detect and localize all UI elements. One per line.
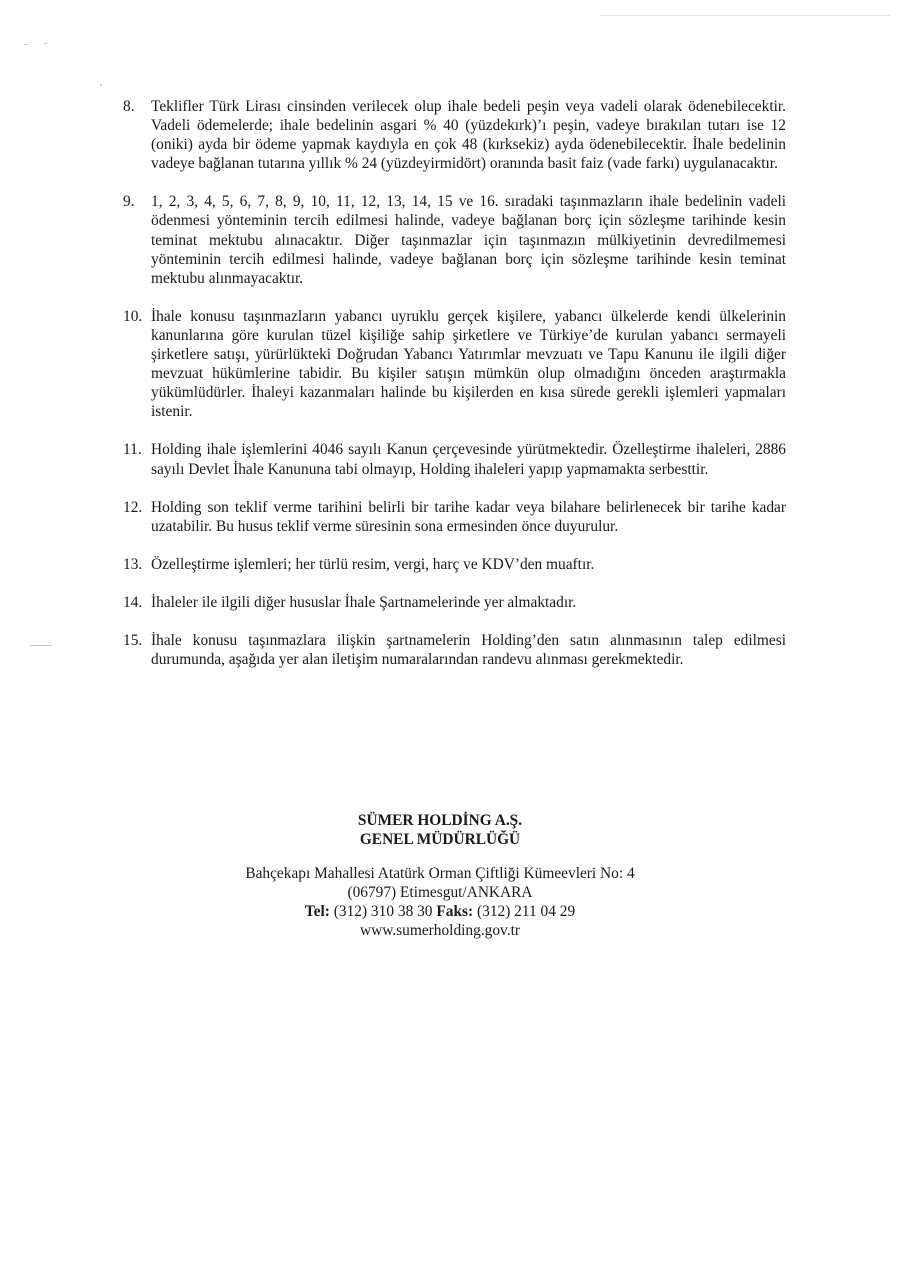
item-text: İhale konusu taşınmazlara ilişkin şartnamelerin Holding’den satın alınmasının talep edilmesi durumunda, aşağıda yer alan iletişim numaralarından randevu alınması gerekmektedir.: [151, 631, 786, 669]
item-text: Özelleştirme işlemleri; her türlü resim, vergi, harç ve KDV’den muaftır.: [151, 555, 595, 573]
list-item: [123, 498, 786, 536]
address-line: Bahçekapı Mahallesi Atatürk Orman Çiftliği Kümeevleri No: 4: [245, 864, 635, 882]
scan-line: [600, 15, 890, 16]
tel-label: Tel:: [304, 903, 330, 921]
item-text: 1, 2, 3, 4, 5, 6, 7, 8, 9, 10, 11, 12, 13, 14, 15 ve 16. sıradaki taşınmazların ihale bedelinin vadeli ödenmesi yönteminin tercih edilmesi halinde, vadeye bağlanan borç için sözleşme tarihinde kesin teminat mektubu alınacaktır. Diğer taşınmazlar için taşınmazın mülkiyetinin devredilmemesi yönteminin tercih edilmesi halinde, vadeye bağlanan borç için sözleşme tarihinde kesin teminat mektubu alınmayacaktır.: [151, 193, 786, 287]
item-number: 13.: [123, 555, 143, 573]
scan-speck: [30, 645, 52, 646]
fax-label: Faks:: [436, 903, 474, 921]
organization-department: GENEL MÜDÜRLÜĞÜ: [359, 831, 521, 849]
item-number: 9.: [123, 193, 135, 211]
list-item: [123, 631, 786, 669]
contact-block: [150, 811, 730, 941]
list-item: [123, 555, 786, 574]
phone-fax-line: [150, 902, 730, 921]
scan-speck: [44, 43, 47, 44]
terms-list: [123, 97, 786, 688]
item-text: İhaleler ile ilgili diğer hususlar İhale Şartnamelerinde yer almaktadır.: [151, 593, 577, 611]
tel-number: (312) 310 38 30: [333, 903, 433, 921]
item-text: Holding ihale işlemlerini 4046 sayılı Kanun çerçevesinde yürütmektedir. Özelleştirme ihaleleri, 2886 sayılı Devlet İhale Kanununa tabi olmayıp, Holding ihaleleri yapıp yapmamakta serbesttir.: [151, 441, 786, 478]
organization-name: SÜMER HOLDİNG A.Ş.: [357, 812, 523, 829]
item-number: 10.: [123, 307, 143, 325]
website-link[interactable]: www.sumerholding.gov.tr: [359, 922, 520, 940]
scan-speck: [100, 84, 102, 86]
item-number: 8.: [123, 98, 135, 115]
postal-address-line: (06797) Etimesgut/ANKARA: [347, 883, 533, 901]
item-number: 12.: [123, 498, 143, 516]
list-item: [123, 307, 786, 422]
item-number: 15.: [123, 631, 143, 649]
item-number: 14.: [123, 593, 143, 611]
item-number: 11.: [123, 441, 142, 459]
list-item: [123, 97, 786, 173]
item-text: İhale konusu taşınmazların yabancı uyruklu gerçek kişilere, yabancı ülkelerde kendi ülkelerinin kanunlarına göre kurulan tüzel kişiliğe sahip şirketlere ve Türkiye’de kurulan yabancı sermayeli şirketlere satışı, yürürlükteki Doğrudan Yabancı Yatırımlar mevzuatı ve Tapu Kanunu ile ilgili diğer mevzuat hükümlerine tabidir. Bu kişiler satışın mümkün olup olmadığını önceden araştırmakla yükümlüdürler. İhaleyi kazanmaları halinde bu kişilerden en kısa sürede gerekli işlemleri yapmaları istenir.: [151, 307, 786, 421]
fax-number: (312) 211 04 29: [477, 903, 576, 921]
list-item: [123, 192, 786, 287]
list-item: [123, 440, 786, 478]
item-text: Teklifler Türk Lirası cinsinden verilecek olup ihale bedeli peşin veya vadeli olarak ödenebilecektir. Vadeli ödemelerde; ihale bedelinin asgari % 40 (yüzdekırk)’ı peşin, vadeye bırakılan tutarı ise 12 (oniki) ayda bir ödeme yapmak kaydıyla en çok 48 (kırksekiz) ayda ödenebilecektir. İhale bedelinin vadeye bağlanan tutarına yıllık % 24 (yüzdeyirmidört) oranında basit faiz (vade farkı) uygulanacaktır.: [151, 98, 786, 173]
item-text: Holding son teklif verme tarihini belirli bir tarihe kadar veya bilahare belirlenecek bir tarihe kadar uzatabilir. Bu husus teklif verme süresinin sona ermesinden önce duyurulur.: [151, 498, 786, 535]
list-item: [123, 593, 786, 612]
scan-speck: [24, 44, 28, 45]
